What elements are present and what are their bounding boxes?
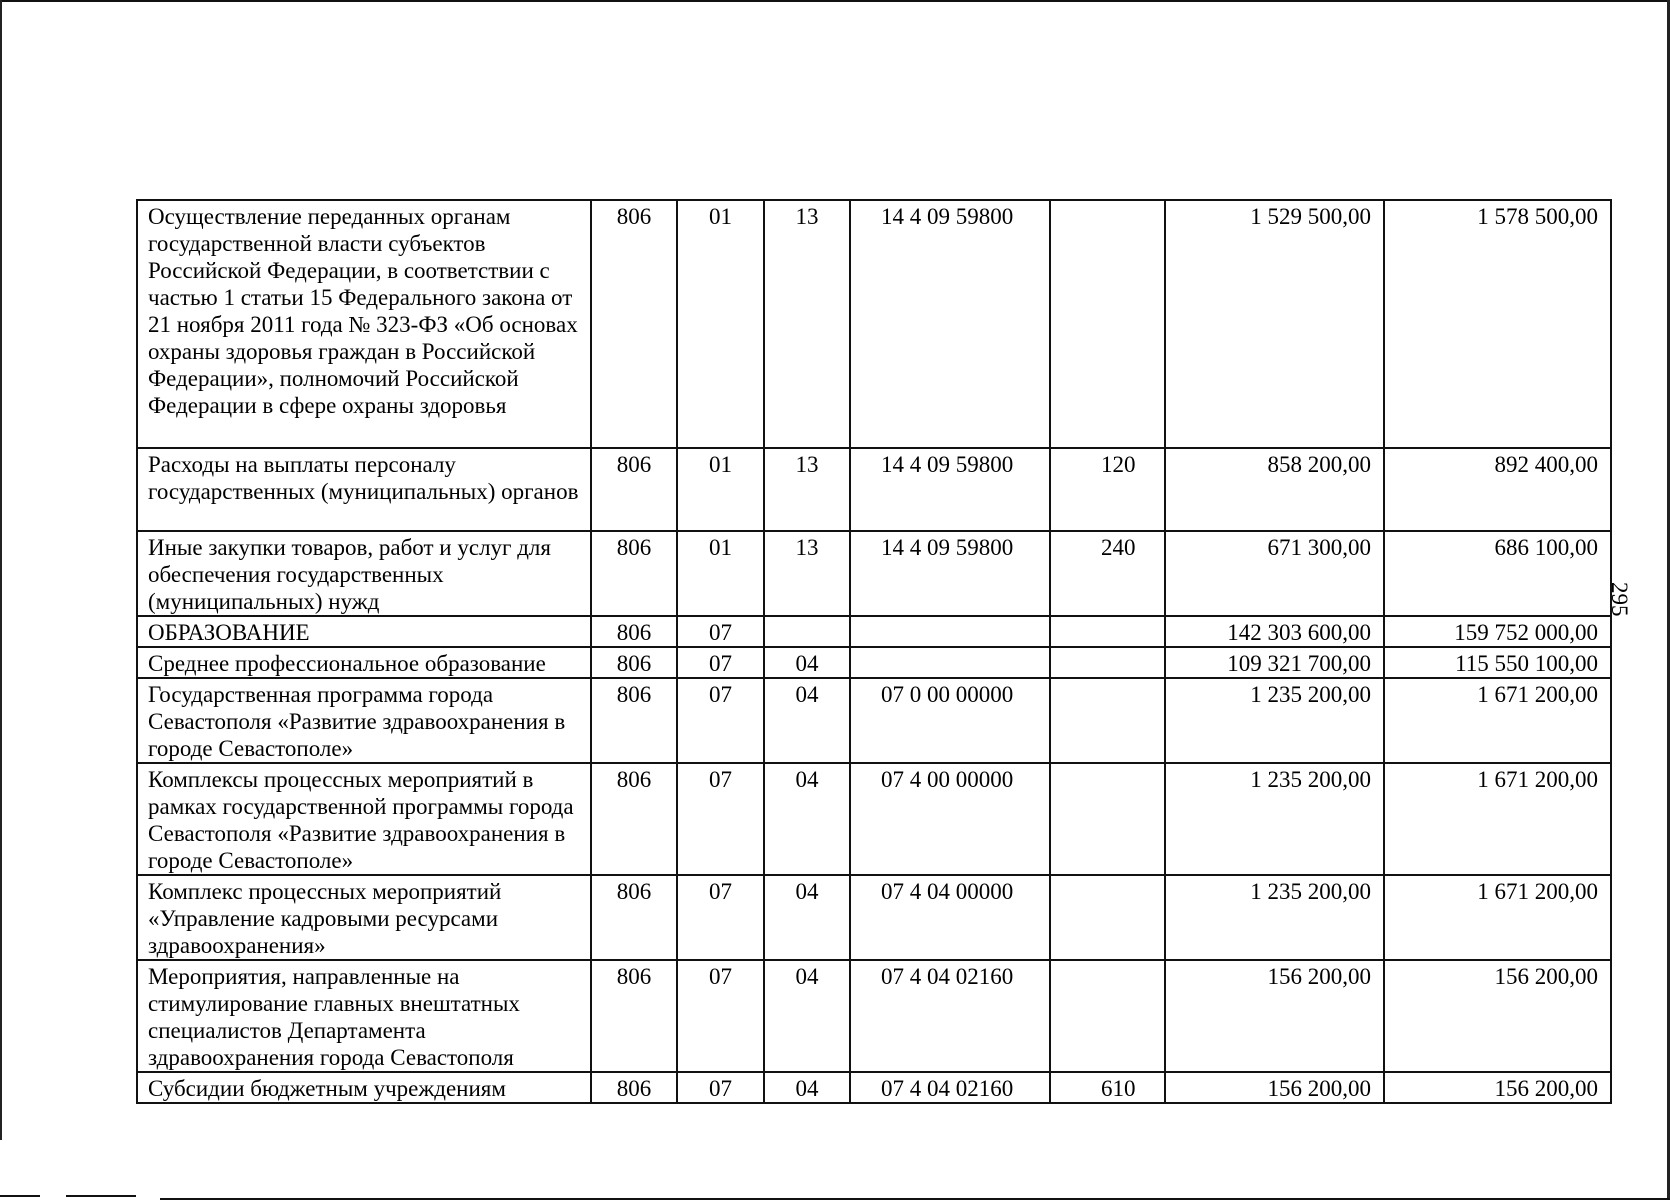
target-article-cell: 07 0 00 00000 bbox=[850, 678, 1050, 763]
table-row bbox=[137, 763, 1611, 875]
target-article-cell: 07 4 04 02160 bbox=[850, 960, 1050, 1072]
grbs-cell: 806 bbox=[591, 1072, 677, 1103]
target-article-cell: 14 4 09 59800 bbox=[850, 448, 1050, 531]
target-article-cell: 14 4 09 59800 bbox=[850, 200, 1050, 448]
amount-1-cell: 858 200,00 bbox=[1165, 448, 1384, 531]
subsection-cell: 04 bbox=[764, 1072, 850, 1103]
amount-1-cell: 671 300,00 bbox=[1165, 531, 1384, 616]
table-row bbox=[137, 448, 1611, 531]
section-cell: 07 bbox=[677, 1072, 764, 1103]
expense-type-cell bbox=[1050, 960, 1165, 1072]
grbs-cell: 806 bbox=[591, 678, 677, 763]
amount-1-cell: 142 303 600,00 bbox=[1165, 616, 1384, 647]
table-row bbox=[137, 960, 1611, 1072]
subsection-cell: 04 bbox=[764, 960, 850, 1072]
section-cell: 07 bbox=[677, 678, 764, 763]
amount-1-cell: 1 529 500,00 bbox=[1165, 200, 1384, 448]
amount-1-cell: 109 321 700,00 bbox=[1165, 647, 1384, 678]
amount-2-cell: 115 550 100,00 bbox=[1384, 647, 1611, 678]
row-name-cell: Мероприятия, направленные на стимулирование главных внештатных специалистов Департамента здравоохранения города Севастополя bbox=[137, 960, 591, 1072]
amount-2-cell: 159 752 000,00 bbox=[1384, 616, 1611, 647]
subsection-cell bbox=[764, 616, 850, 647]
row-name-cell: Расходы на выплаты персоналу государственных (муниципальных) органов bbox=[137, 448, 591, 531]
section-cell: 01 bbox=[677, 448, 764, 531]
amount-1-cell: 1 235 200,00 bbox=[1165, 875, 1384, 960]
amount-2-cell: 1 578 500,00 bbox=[1384, 200, 1611, 448]
section-cell: 07 bbox=[677, 647, 764, 678]
target-article-cell bbox=[850, 647, 1050, 678]
amount-1-cell: 156 200,00 bbox=[1165, 960, 1384, 1072]
subsection-cell: 04 bbox=[764, 678, 850, 763]
target-article-cell: 07 4 04 02160 bbox=[850, 1072, 1050, 1103]
target-article-cell: 07 4 00 00000 bbox=[850, 763, 1050, 875]
scan-border-left bbox=[0, 0, 2, 1140]
grbs-cell: 806 bbox=[591, 531, 677, 616]
amount-1-cell: 1 235 200,00 bbox=[1165, 763, 1384, 875]
table-row bbox=[137, 875, 1611, 960]
subsection-cell: 04 bbox=[764, 763, 850, 875]
subsection-cell: 13 bbox=[764, 531, 850, 616]
amount-2-cell: 1 671 200,00 bbox=[1384, 875, 1611, 960]
section-cell: 07 bbox=[677, 960, 764, 1072]
expense-type-cell: 240 bbox=[1050, 531, 1165, 616]
section-cell: 01 bbox=[677, 200, 764, 448]
grbs-cell: 806 bbox=[591, 647, 677, 678]
row-name-cell: Комплексы процессных мероприятий в рамках государственной программы города Севастополя «Развитие здравоохранения в городе Севастополе» bbox=[137, 763, 591, 875]
expense-type-cell bbox=[1050, 875, 1165, 960]
amount-2-cell: 156 200,00 bbox=[1384, 960, 1611, 1072]
subsection-cell: 13 bbox=[764, 200, 850, 448]
budget-table bbox=[136, 199, 1612, 1104]
grbs-cell: 806 bbox=[591, 616, 677, 647]
grbs-cell: 806 bbox=[591, 875, 677, 960]
expense-type-cell: 610 bbox=[1050, 1072, 1165, 1103]
expense-type-cell bbox=[1050, 763, 1165, 875]
table-row bbox=[137, 678, 1611, 763]
row-name-cell: Иные закупки товаров, работ и услуг для обеспечения государственных (муниципальных) нужд bbox=[137, 531, 591, 616]
row-name-cell: ОБРАЗОВАНИЕ bbox=[137, 616, 591, 647]
target-article-cell bbox=[850, 616, 1050, 647]
table-row bbox=[137, 200, 1611, 448]
page-number: 295 bbox=[1607, 582, 1632, 617]
expense-type-cell bbox=[1050, 200, 1165, 448]
table-body bbox=[137, 200, 1611, 1103]
table-row bbox=[137, 531, 1611, 616]
expense-type-cell bbox=[1050, 647, 1165, 678]
expense-type-cell bbox=[1050, 616, 1165, 647]
amount-1-cell: 1 235 200,00 bbox=[1165, 678, 1384, 763]
subsection-cell: 04 bbox=[764, 647, 850, 678]
scan-border-bottom bbox=[0, 1195, 40, 1197]
amount-2-cell: 892 400,00 bbox=[1384, 448, 1611, 531]
row-name-cell: Среднее профессиональное образование bbox=[137, 647, 591, 678]
table-row bbox=[137, 616, 1611, 647]
table-row bbox=[137, 1072, 1611, 1103]
row-name-cell: Субсидии бюджетным учреждениям bbox=[137, 1072, 591, 1103]
grbs-cell: 806 bbox=[591, 960, 677, 1072]
expense-type-cell: 120 bbox=[1050, 448, 1165, 531]
row-name-cell: Комплекс процессных мероприятий «Управление кадровыми ресурсами здравоохранения» bbox=[137, 875, 591, 960]
grbs-cell: 806 bbox=[591, 200, 677, 448]
section-cell: 07 bbox=[677, 616, 764, 647]
scan-border-bottom bbox=[66, 1195, 136, 1197]
section-cell: 01 bbox=[677, 531, 764, 616]
expense-type-cell bbox=[1050, 678, 1165, 763]
amount-2-cell: 156 200,00 bbox=[1384, 1072, 1611, 1103]
subsection-cell: 13 bbox=[764, 448, 850, 531]
row-name-cell: Осуществление переданных органам государственной власти субъектов Российской Федерации, в соответствии с частью 1 статьи 15 Федерального закона от 21 ноября 2011 года № 323-ФЗ «Об основах охраны здоровья граждан в Российской Федерации», полномочий Российской Федерации в сфере охраны здоровья bbox=[137, 200, 591, 448]
amount-2-cell: 1 671 200,00 bbox=[1384, 763, 1611, 875]
section-cell: 07 bbox=[677, 875, 764, 960]
subsection-cell: 04 bbox=[764, 875, 850, 960]
table-row bbox=[137, 647, 1611, 678]
grbs-cell: 806 bbox=[591, 448, 677, 531]
row-name-cell: Государственная программа города Севастополя «Развитие здравоохранения в городе Севастополе» bbox=[137, 678, 591, 763]
amount-1-cell: 156 200,00 bbox=[1165, 1072, 1384, 1103]
amount-2-cell: 1 671 200,00 bbox=[1384, 678, 1611, 763]
grbs-cell: 806 bbox=[591, 763, 677, 875]
section-cell: 07 bbox=[677, 763, 764, 875]
scan-border-top bbox=[0, 0, 1670, 2]
target-article-cell: 14 4 09 59800 bbox=[850, 531, 1050, 616]
target-article-cell: 07 4 04 00000 bbox=[850, 875, 1050, 960]
amount-2-cell: 686 100,00 bbox=[1384, 531, 1611, 616]
